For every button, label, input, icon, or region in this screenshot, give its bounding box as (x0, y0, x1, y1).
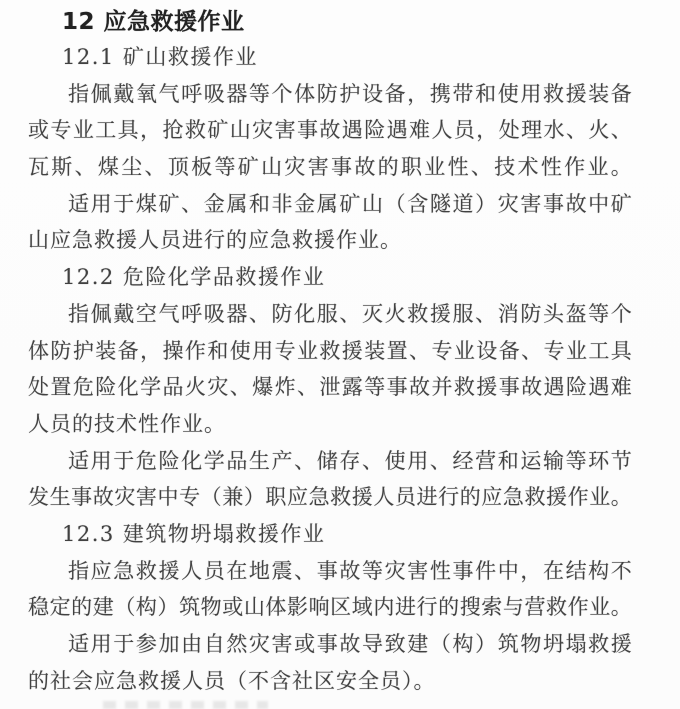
text-line: 山应急救援人员进行的应急救援作业。 (28, 228, 402, 253)
text-line: 适用于煤矿、金属和非金属矿山（含隧道）灾害事故中矿 (68, 191, 632, 216)
text-line: 适用于参加由自然灾害或事故导致建（构）筑物坍塌救援 (68, 632, 632, 656)
text-line: 发生事故灾害中专（兼）职应急救援人员进行的应急救援作业。 (28, 485, 632, 510)
text-line: 体防护装备，操作和使用专业救援装置、专业设备、专业工具 (28, 338, 632, 363)
text-line: 瓦斯、煤尘、顶板等矿山灾害事故的职业性、技术性作业。 (28, 155, 632, 180)
text-line: 适用于危险化学品生产、储存、使用、经营和运输等环节 (68, 448, 632, 473)
text-line: 指佩戴氧气呼吸器等个体防护设备，携带和使用救援装备 (68, 81, 632, 106)
text-line: 指佩戴空气呼吸器、防化服、灭火救援服、消防头盔等个 (68, 301, 632, 326)
text-block (28, 39, 632, 699)
chapter-title-text: 12 应急救援作业 (62, 9, 245, 35)
section-heading-12-3: 12.3 建筑物坍塌救援作业 (62, 521, 326, 546)
section-heading-12-2: 12.2 危险化学品救援作业 (62, 265, 326, 290)
section-heading-12-1: 12.1 矿山救援作业 (62, 45, 258, 69)
text-line: 的社会应急救援人员（不含社区安全员）。 (28, 668, 436, 693)
text-line: 或专业工具，抢救矿山灾害事故遇险遇难人员，处理水、火、 (28, 118, 632, 143)
text-line: 稳定的建（构）筑物或山体影响区域内进行的搜索与营救作业。 (28, 595, 632, 620)
text-line: 处置危险化学品火灾、爆炸、泄露等事故并救援事故遇险遇难 (28, 375, 632, 400)
cut-off-next-line (103, 701, 268, 709)
chapter-title (0, 0, 680, 39)
text-line: 人员的技术性作业。 (28, 411, 226, 436)
text-line: 指应急救援人员在地震、事故等灾害性事件中，在结构不 (68, 558, 632, 583)
